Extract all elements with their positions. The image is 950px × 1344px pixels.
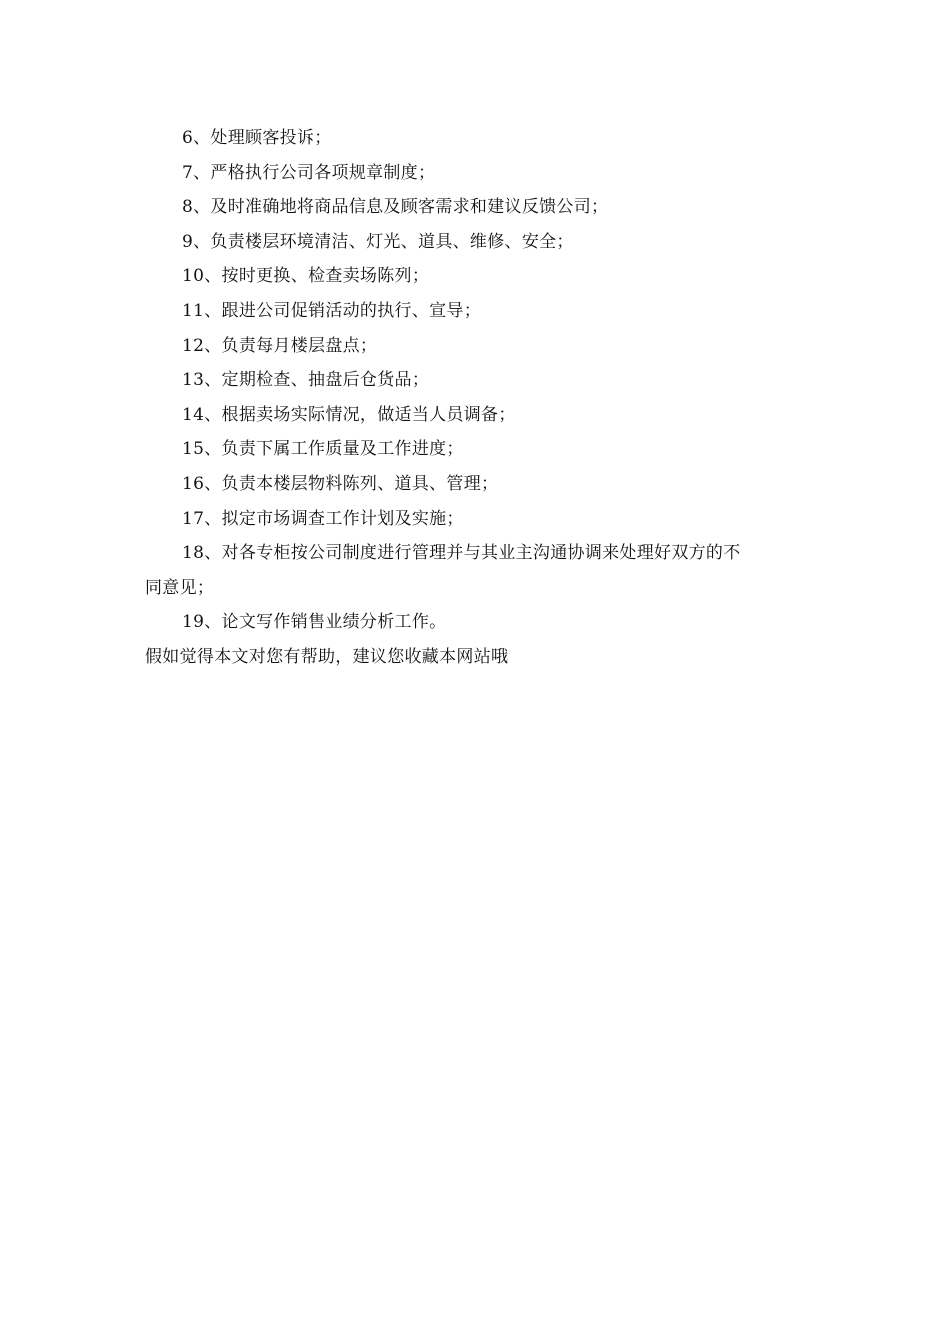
list-item: 11、跟进公司促销活动的执行、宣导； bbox=[182, 300, 482, 321]
list-item: 6、处理顾客投诉； bbox=[182, 128, 332, 148]
list-item: 17、拟定市场调查工作计划及实施； bbox=[182, 508, 464, 529]
list-item: 15、负责下属工作质量及工作进度； bbox=[182, 439, 464, 460]
list-item: 9、负责楼层环境清洁、灯光、道具、维修、安全； bbox=[182, 231, 574, 252]
list-item-19: 19、论文写作销售业绩分析工作。 bbox=[182, 612, 447, 633]
list-item: 16、负责本楼层物料陈列、道具、管理； bbox=[182, 473, 499, 494]
list-item: 7、严格执行公司各项规章制度； bbox=[182, 162, 436, 183]
document-body bbox=[145, 121, 815, 675]
list-item-18 bbox=[145, 536, 815, 605]
list-item: 14、根据卖场实际情况，做适当人员调备； bbox=[182, 404, 516, 425]
list-item: 12、负责每月楼层盘点； bbox=[182, 335, 378, 356]
list-item-18-line-2: 同意见； bbox=[145, 577, 215, 598]
closing-note: 假如觉得本文对您有帮助，建议您收藏本网站哦 bbox=[145, 646, 509, 667]
list-item-18-line-1: 18、对各专柜按公司制度进行管理并与其业主沟通协调来处理好双方的不 bbox=[182, 543, 741, 564]
list-item: 10、按时更换、检查卖场陈列； bbox=[182, 266, 430, 287]
list-item: 8、及时准确地将商品信息及顾客需求和建议反馈公司； bbox=[182, 197, 609, 218]
list-item: 13、定期检查、抽盘后仓货品； bbox=[182, 370, 430, 391]
